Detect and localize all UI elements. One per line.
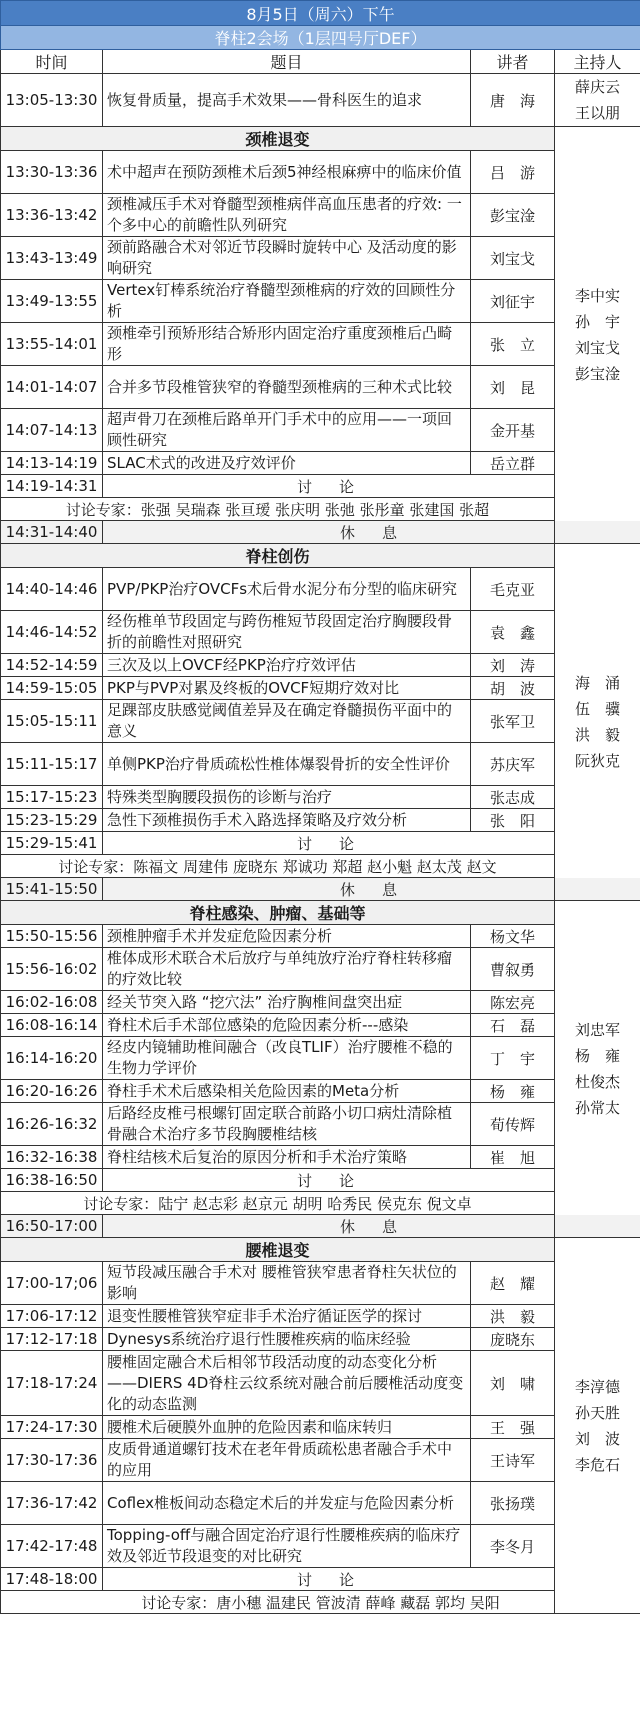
talk-speaker: 彭宝淦 — [471, 194, 555, 237]
discussion-row — [1, 1568, 640, 1591]
talk-speaker: 王诗军 — [471, 1439, 555, 1482]
talk-time: 14:01-14:07 — [1, 366, 103, 409]
talk-speaker: 岳立群 — [471, 452, 555, 475]
talk-topic: 恢复骨质量，提高手术效果——骨科医生的追求 — [103, 74, 471, 127]
section-title: 颈椎退变 — [1, 127, 555, 151]
discussion-label: 讨 论 — [103, 1169, 555, 1192]
host-name: 彭宝淦 — [574, 365, 620, 383]
talk-speaker: 荀传辉 — [471, 1103, 555, 1146]
talk-topic: 足踝部皮肤感觉阈值差异及在确定脊髓损伤平面中的意义 — [103, 700, 471, 743]
host-name: 李淳德 — [574, 1377, 620, 1396]
date-header: 8月5日（周六）下午 — [1, 1, 640, 26]
talk-row — [1, 743, 640, 786]
talk-speaker: 李冬月 — [471, 1525, 555, 1568]
talk-speaker: 杨文华 — [471, 925, 555, 948]
col-header-topic: 题目 — [103, 50, 471, 74]
talk-row — [1, 1014, 640, 1037]
discussion-label: 讨 论 — [103, 1568, 555, 1591]
talk-time: 13:43-13:49 — [1, 237, 103, 280]
talk-row — [1, 677, 640, 700]
talk-time: 15:05-15:11 — [1, 700, 103, 743]
talk-row — [1, 237, 640, 280]
talk-topic: 超声骨刀在颈椎后路单开门手术中的应用——一项回顾性研究 — [103, 409, 471, 452]
talk-speaker: 刘征宇 — [471, 280, 555, 323]
talk-time: 16:02-16:08 — [1, 991, 103, 1014]
talk-row — [1, 1416, 640, 1439]
discussion-experts: 讨论专家：陆宁 赵志彩 赵京元 胡明 哈秀民 侯克东 倪文卓 — [1, 1192, 555, 1215]
host-name: 杜俊杰 — [574, 1073, 620, 1091]
host-name: 王以朋 — [574, 104, 620, 122]
talk-speaker: 唐 海 — [471, 74, 555, 127]
host-name: 刘忠军 — [574, 1021, 620, 1039]
break-time: 14:31-14:40 — [1, 521, 103, 544]
talk-time: 14:40-14:46 — [1, 568, 103, 611]
talk-time: 17:36-17:42 — [1, 1482, 103, 1525]
talk-row — [1, 1103, 640, 1146]
talk-time: 13:30-13:36 — [1, 151, 103, 194]
talk-topic: 颈椎肿瘤手术并发症危险因素分析 — [103, 925, 471, 948]
talk-speaker: 洪 毅 — [471, 1305, 555, 1328]
talk-speaker: 刘宝戈 — [471, 237, 555, 280]
discussion-row — [1, 832, 640, 855]
talk-speaker: 苏庆军 — [471, 743, 555, 786]
talk-row — [1, 700, 640, 743]
talk-topic: 合并多节段椎管狭窄的脊髓型颈椎病的三种术式比较 — [103, 366, 471, 409]
talk-topic: 脊柱手术术后感染相关危险因素的Meta分析 — [103, 1080, 471, 1103]
col-header-speaker: 讲者 — [471, 50, 555, 74]
talk-topic: Topping-off与融合固定治疗退行性腰椎疾病的临床疗效及邻近节段退变的对比研究 — [103, 1525, 471, 1568]
talk-topic: Coflex椎板间动态稳定术后的并发症与危险因素分析 — [103, 1482, 471, 1525]
talk-time: 13:05-13:30 — [1, 74, 103, 127]
talk-topic: 皮质骨通道螺钉技术在老年骨质疏松患者融合手术中的应用 — [103, 1439, 471, 1482]
talk-speaker: 王 强 — [471, 1416, 555, 1439]
talk-speaker: 赵 耀 — [471, 1262, 555, 1305]
talk-time: 15:50-15:56 — [1, 925, 103, 948]
talk-row — [1, 1482, 640, 1525]
talk-row — [1, 948, 640, 991]
talk-speaker: 石 磊 — [471, 1014, 555, 1037]
host-name: 薛庆云 — [574, 78, 620, 96]
talk-topic: 椎体成形术联合术后放疗与单纯放疗治疗脊柱转移瘤的疗效比较 — [103, 948, 471, 991]
talk-time: 14:07-14:13 — [1, 409, 103, 452]
section-title: 腰椎退变 — [1, 1238, 555, 1262]
talk-time: 17:18-17:24 — [1, 1351, 103, 1416]
talk-time: 14:46-14:52 — [1, 611, 103, 654]
talk-time: 16:14-16:20 — [1, 1037, 103, 1080]
host-name: 李危石 — [574, 1455, 620, 1474]
section-row — [1, 127, 640, 151]
talk-topic: 三次及以上OVCF经PKP治疗疗效评估 — [103, 654, 471, 677]
host-name: 海 涌 — [574, 674, 620, 692]
discussion-row — [1, 1169, 640, 1192]
host-name: 伍 骥 — [574, 700, 620, 718]
opening-row — [1, 74, 640, 127]
talk-speaker: 陈宏亮 — [471, 991, 555, 1014]
talk-row — [1, 366, 640, 409]
break-row — [1, 521, 640, 544]
discussion-time: 14:19-14:31 — [1, 475, 103, 498]
talk-time: 17:12-17:18 — [1, 1328, 103, 1351]
break-time: 16:50-17:00 — [1, 1215, 103, 1238]
discussion-experts: 讨论专家：陈福文 周建伟 庞晓东 郑诚功 郑超 赵小魁 赵太茂 赵文 — [1, 855, 555, 878]
host-name: 李中实 — [574, 287, 620, 305]
talk-speaker: 张 阳 — [471, 809, 555, 832]
talk-speaker: 庞晓东 — [471, 1328, 555, 1351]
talk-topic: Dynesys系统治疗退行性腰椎疾病的临床经验 — [103, 1328, 471, 1351]
discussion-label: 讨 论 — [103, 475, 555, 498]
talk-speaker: 刘 涛 — [471, 654, 555, 677]
talk-topic: 经关节突入路 “挖穴法” 治疗胸椎间盘突出症 — [103, 991, 471, 1014]
venue-header: 脊柱2会场（1层四号厅DEF） — [1, 26, 640, 50]
talk-topic: 急性下颈椎损伤手术入路选择策略及疗效分析 — [103, 809, 471, 832]
talk-topic: SLAC术式的改进及疗效评价 — [103, 452, 471, 475]
talk-time: 17:06-17:12 — [1, 1305, 103, 1328]
section-row — [1, 901, 640, 925]
talk-topic: 脊柱术后手术部位感染的危险因素分析---感染 — [103, 1014, 471, 1037]
talk-topic: PKP与PVP对累及终板的OVCF短期疗效对比 — [103, 677, 471, 700]
break-row — [1, 1215, 640, 1238]
talk-row — [1, 1037, 640, 1080]
talk-time: 17:00-17;06 — [1, 1262, 103, 1305]
talk-topic: 经皮内镜辅助椎间融合（改良TLIF）治疗腰椎不稳的生物力学评价 — [103, 1037, 471, 1080]
talk-time: 14:52-14:59 — [1, 654, 103, 677]
talk-speaker: 金开基 — [471, 409, 555, 452]
talk-time: 15:23-15:29 — [1, 809, 103, 832]
experts-row — [1, 1591, 640, 1614]
host-names — [555, 544, 640, 901]
host-name: 洪 毅 — [574, 726, 620, 744]
talk-row — [1, 409, 640, 452]
talk-time: 13:49-13:55 — [1, 280, 103, 323]
host-names — [555, 901, 640, 1238]
talk-row — [1, 991, 640, 1014]
talk-time: 15:56-16:02 — [1, 948, 103, 991]
talk-topic: 后路经皮椎弓根螺钉固定联合前路小切口病灶清除植骨融合术治疗多节段胸腰椎结核 — [103, 1103, 471, 1146]
host-names — [555, 1238, 640, 1614]
talk-row — [1, 1328, 640, 1351]
talk-topic: Vertex钉棒系统治疗脊髓型颈椎病的疗效的回顾性分析 — [103, 280, 471, 323]
discussion-experts: 讨论专家：张强 吴瑞森 张亘瑷 张庆明 张弛 张彤童 张建国 张超 — [1, 498, 555, 521]
talk-time: 16:32-16:38 — [1, 1146, 103, 1169]
talk-time: 16:20-16:26 — [1, 1080, 103, 1103]
talk-topic: 颈椎减压手术对脊髓型颈椎病伴高血压患者的疗效: 一个多中心的前瞻性队列研究 — [103, 194, 471, 237]
talk-time: 13:36-13:42 — [1, 194, 103, 237]
host-name: 孙 宇 — [574, 313, 620, 331]
section-title: 脊柱感染、肿瘤、基础等 — [1, 901, 555, 925]
discussion-time: 15:29-15:41 — [1, 832, 103, 855]
talk-time: 15:17-15:23 — [1, 786, 103, 809]
talk-time: 14:13-14:19 — [1, 452, 103, 475]
section-row — [1, 1238, 640, 1262]
experts-row — [1, 498, 640, 521]
talk-time: 17:42-17:48 — [1, 1525, 103, 1568]
host-names — [555, 74, 640, 127]
discussion-time: 16:38-16:50 — [1, 1169, 103, 1192]
talk-time: 16:08-16:14 — [1, 1014, 103, 1037]
talk-topic: 退变性腰椎管狭窄症非手术治疗循证医学的探讨 — [103, 1305, 471, 1328]
host-name: 阮狄克 — [574, 752, 620, 770]
talk-speaker: 毛克亚 — [471, 568, 555, 611]
host-name: 杨 雍 — [574, 1047, 620, 1065]
talk-time: 13:55-14:01 — [1, 323, 103, 366]
talk-row — [1, 280, 640, 323]
talk-speaker: 吕 游 — [471, 151, 555, 194]
talk-row — [1, 611, 640, 654]
talk-topic: 短节段减压融合手术对 腰椎管狭窄患者脊柱矢状位的影响 — [103, 1262, 471, 1305]
talk-topic: 腰椎固定融合术后相邻节段活动度的动态变化分析 ——DIERS 4D脊柱云纹系统对融合前后腰椎活动度变化的动态监测 — [103, 1351, 471, 1416]
talk-time: 17:24-17:30 — [1, 1416, 103, 1439]
talk-topic: 颈椎牵引预矫形结合矫形内固定治疗重度颈椎后凸畸形 — [103, 323, 471, 366]
talk-speaker: 曹叙勇 — [471, 948, 555, 991]
talk-row — [1, 194, 640, 237]
talk-speaker: 崔 旭 — [471, 1146, 555, 1169]
talk-topic: 经伤椎单节段固定与跨伤椎短节段固定治疗胸腰段骨折的前瞻性对照研究 — [103, 611, 471, 654]
experts-row — [1, 1192, 640, 1215]
talk-row — [1, 1146, 640, 1169]
talk-speaker: 张军卫 — [471, 700, 555, 743]
break-time: 15:41-15:50 — [1, 878, 103, 901]
talk-row — [1, 1262, 640, 1305]
talk-speaker: 张志成 — [471, 786, 555, 809]
talk-row — [1, 452, 640, 475]
talk-topic: 单侧PKP治疗骨质疏松性椎体爆裂骨折的安全性评价 — [103, 743, 471, 786]
talk-row — [1, 786, 640, 809]
discussion-experts: 讨论专家：唐小穗 温建民 管波清 薛峰 藏磊 郭均 吴阳 — [1, 1591, 640, 1614]
col-header-time: 时间 — [1, 50, 103, 74]
talk-speaker: 杨 雍 — [471, 1080, 555, 1103]
break-row — [1, 878, 640, 901]
break-label: 休 息 — [103, 878, 640, 901]
talk-row — [1, 568, 640, 611]
talk-topic: 术中超声在预防颈椎术后颈5神经根麻痹中的临床价值 — [103, 151, 471, 194]
talk-row — [1, 809, 640, 832]
discussion-row — [1, 475, 640, 498]
talk-topic: PVP/PKP治疗OVCFs术后骨水泥分布分型的临床研究 — [103, 568, 471, 611]
host-name: 孙天胜 — [574, 1403, 620, 1422]
talk-speaker: 刘 啸 — [471, 1351, 555, 1416]
host-name: 刘 波 — [574, 1429, 620, 1448]
talk-row — [1, 1305, 640, 1328]
talk-speaker: 袁 鑫 — [471, 611, 555, 654]
talk-row — [1, 1525, 640, 1568]
host-name: 刘宝戈 — [574, 339, 620, 357]
talk-time: 15:11-15:17 — [1, 743, 103, 786]
break-label: 休 息 — [103, 521, 640, 544]
talk-speaker: 张 立 — [471, 323, 555, 366]
talk-topic: 脊柱结核术后复治的原因分析和手术治疗策略 — [103, 1146, 471, 1169]
talk-speaker: 丁 宇 — [471, 1037, 555, 1080]
talk-time: 16:26-16:32 — [1, 1103, 103, 1146]
section-row — [1, 544, 640, 568]
talk-row — [1, 151, 640, 194]
discussion-time: 17:48-18:00 — [1, 1568, 103, 1591]
host-name: 孙常太 — [574, 1099, 620, 1117]
talk-topic: 颈前路融合术对邻近节段瞬时旋转中心 及活动度的影响研究 — [103, 237, 471, 280]
talk-speaker: 张扬璞 — [471, 1482, 555, 1525]
talk-time: 17:30-17:36 — [1, 1439, 103, 1482]
talk-row — [1, 1439, 640, 1482]
talk-speaker: 胡 波 — [471, 677, 555, 700]
host-names — [555, 127, 640, 544]
talk-row — [1, 1080, 640, 1103]
talk-row — [1, 323, 640, 366]
experts-row — [1, 855, 640, 878]
break-label: 休 息 — [103, 1215, 640, 1238]
section-title: 脊柱创伤 — [1, 544, 555, 568]
discussion-label: 讨 论 — [103, 832, 555, 855]
col-header-host: 主持人 — [555, 50, 640, 74]
talk-topic: 腰椎术后硬膜外血肿的危险因素和临床转归 — [103, 1416, 471, 1439]
talk-row — [1, 654, 640, 677]
talk-row — [1, 1351, 640, 1416]
talk-speaker: 刘 昆 — [471, 366, 555, 409]
talk-row — [1, 925, 640, 948]
talk-time: 14:59-15:05 — [1, 677, 103, 700]
talk-topic: 特殊类型胸腰段损伤的诊断与治疗 — [103, 786, 471, 809]
